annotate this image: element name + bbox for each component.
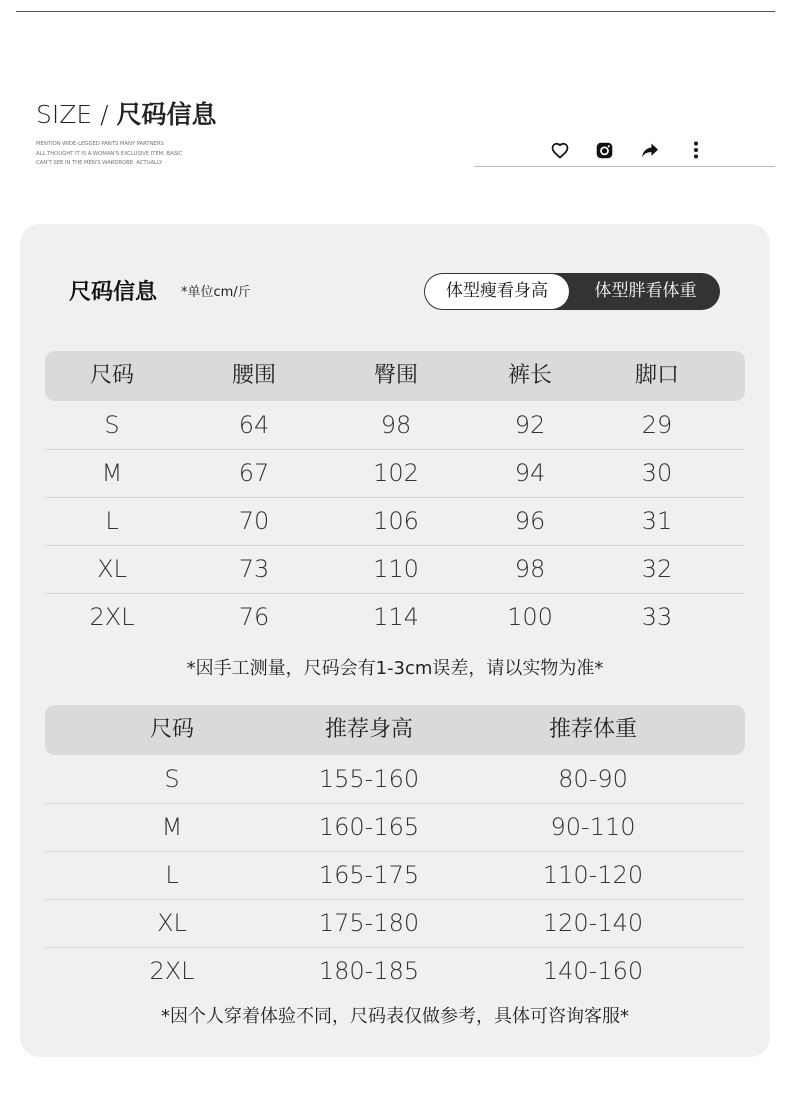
table-cell: 31 (641, 507, 673, 535)
table-cell: M (161, 813, 183, 841)
table-cell: 70 (238, 507, 270, 535)
column-header: 裤长 (507, 363, 553, 388)
unit-note: *单位cm/斤 (181, 285, 251, 300)
table-cell: 165-175 (318, 861, 420, 889)
table-cell: 2XL (149, 957, 195, 985)
subtitle-line: ALL THOUGHT IT IS A WOMAN'S EXCLUSIVE ITEM, BASIC (36, 150, 183, 157)
column-header: 脚口 (634, 363, 680, 388)
table-cell: 106 (373, 507, 419, 535)
table-cell: 180-185 (318, 957, 420, 985)
heart-icon (551, 142, 569, 159)
table-cell: 32 (641, 555, 673, 583)
more-button[interactable] (686, 140, 706, 160)
table-cell: 155-160 (318, 765, 420, 793)
table-cell: 90-110 (550, 813, 636, 841)
column-header: 尺码 (89, 363, 135, 388)
body-type-toggle (424, 273, 720, 310)
table-cell: 76 (238, 603, 270, 631)
page-title-en: SIZE / (36, 100, 117, 129)
table-row (45, 851, 745, 900)
table-cell: L (165, 861, 179, 889)
toggle-option-heavy[interactable]: 体型胖看体重 (594, 281, 697, 301)
subtitle-line: MENTION WIDE-LEGGED PANTS MANY PARTNERS (36, 141, 164, 147)
table-cell: 96 (514, 507, 546, 535)
subtitle-line: CAN'T SEE IN THE MEN'S WARDROBE. ACTUALLY (36, 160, 163, 167)
table-cell: 92 (514, 411, 546, 439)
column-header: 臀围 (373, 363, 419, 388)
page-subtitle (36, 140, 182, 169)
instagram-button[interactable] (594, 140, 614, 160)
measurement-note: *因手工测量，尺码会有1-3cm误差，请以实物为准* (186, 658, 604, 679)
table-cell: 102 (373, 459, 419, 487)
table-cell: 80-90 (558, 765, 628, 793)
table-cell: 160-165 (318, 813, 420, 841)
column-header: 尺码 (149, 717, 195, 742)
table-cell: 67 (238, 459, 270, 487)
table-cell: 140-160 (542, 957, 644, 985)
table-row (45, 449, 745, 498)
instagram-icon (596, 142, 613, 159)
top-divider (16, 11, 775, 12)
table-row (45, 899, 745, 948)
table-cell: 29 (641, 411, 673, 439)
table-row (45, 755, 745, 804)
table-cell: S (164, 765, 180, 793)
action-bar (474, 132, 775, 167)
table-cell: L (105, 507, 119, 535)
table-cell: 100 (507, 603, 553, 631)
table-cell: 33 (641, 603, 673, 631)
size-info-card (20, 224, 770, 1057)
table-header-row (45, 351, 745, 401)
table-cell: 2XL (89, 603, 135, 631)
table-row (45, 545, 745, 594)
share-button[interactable] (640, 140, 660, 160)
table-cell: 94 (514, 459, 546, 487)
heart-button[interactable] (550, 140, 570, 160)
table-cell: 110-120 (542, 861, 644, 889)
table-cell: 98 (380, 411, 412, 439)
reference-note: *因个人穿着体验不同，尺码表仅做参考，具体可咨询客服* (161, 1006, 629, 1027)
table-cell: 120-140 (542, 909, 644, 937)
table-cell: 30 (641, 459, 673, 487)
share-icon (641, 142, 659, 158)
table-header-row (45, 705, 745, 755)
table-cell: 175-180 (318, 909, 420, 937)
toggle-option-slim[interactable]: 体型瘦看身高 (425, 274, 569, 309)
table-cell: 110 (373, 555, 419, 583)
column-header: 推荐身高 (324, 717, 414, 742)
page-title-zh: 尺码信息 (116, 100, 217, 129)
column-header: 腰围 (231, 363, 277, 388)
table-cell: M (101, 459, 123, 487)
column-header: 推荐体重 (548, 717, 638, 742)
table-cell: 73 (238, 555, 270, 583)
table-cell: 64 (238, 411, 270, 439)
table-cell: 114 (373, 603, 419, 631)
table-cell: S (104, 411, 120, 439)
card-title: 尺码信息 (69, 280, 158, 305)
table-cell: XL (97, 555, 127, 583)
table-row (45, 803, 745, 852)
table-cell: XL (157, 909, 187, 937)
table-cell: 98 (514, 555, 546, 583)
table-row (45, 947, 745, 995)
table-row (45, 593, 745, 641)
table-row (45, 401, 745, 450)
table-row (45, 497, 745, 546)
page-title (36, 98, 217, 132)
more-vertical-icon (693, 141, 699, 159)
